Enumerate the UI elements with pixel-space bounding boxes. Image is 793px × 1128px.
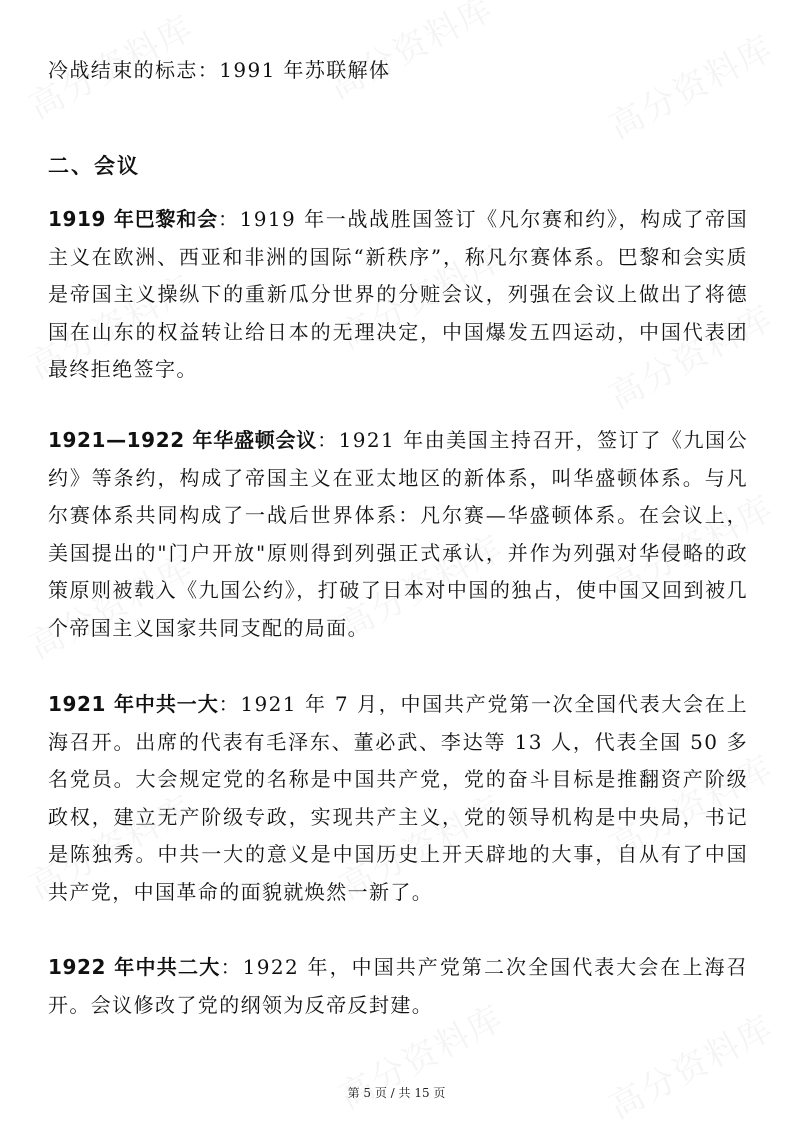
paragraph-title: 1922 年中共二大 bbox=[48, 955, 221, 979]
paragraph-washington-conference bbox=[48, 422, 748, 647]
intro-line: 冷战结束的标志：1991 年苏联解体 bbox=[48, 58, 391, 82]
paragraph-body: ：1922 年，中国共产党第二次全国代表大会在上海召开。会议修改了党的纲领为反帝反封建。 bbox=[48, 955, 748, 1017]
paragraph-body: ：1921 年 7 月，中国共产党第一次全国代表大会在上海召开。出席的代表有毛泽东、董必武、李达等 13 人，代表全国 50 多名党员。大会规定党的名称是中国共产党，党的奋斗目标是推翻资产阶级政权，建立无产阶级专政，实现共产主义，党的领导机构是中央局，书记是陈独秀。中共一大的意义是中国历史上开天辟地的大事，自从有了中国共产党，中国革命的面貌就焕然一新了。 bbox=[48, 692, 748, 904]
watermark bbox=[599, 21, 781, 149]
section-heading: 二、会议 bbox=[48, 154, 140, 178]
paragraph-title: 1921 年中共一大 bbox=[48, 692, 219, 716]
paragraph-body: ：1919 年一战战胜国签订《凡尔赛和约》，构成了帝国主义在欧洲、西亚和非洲的国际“新秩序”，称凡尔赛体系。巴黎和会实质是帝国主义操纵下的重新瓜分世界的分赃会议，列强在会议上做出了将德国在山东的权益转让给日本的无理决定，中国爆发五四运动，中国代表团最终拒绝签字。 bbox=[48, 207, 748, 381]
paragraph-title: 1919 年巴黎和会 bbox=[48, 207, 218, 231]
paragraph-first-congress bbox=[48, 686, 748, 911]
paragraph-second-congress bbox=[48, 949, 748, 1024]
paragraph-title: 1921—1922 年华盛顿会议 bbox=[48, 428, 318, 452]
page-number: 第 5 页 / 共 15 页 bbox=[347, 1086, 446, 1100]
paragraph-paris-conference bbox=[48, 201, 748, 389]
paragraph-body: ：1921 年由美国主持召开，签订了《九国公约》等条约，构成了帝国主义在亚太地区的新体系，叫华盛顿体系。与凡尔赛体系共同构成了一战后世界体系：凡尔赛—华盛顿体系。在会议上，美国提出的"门户开放"原则得到列强正式承认，并作为列强对华侵略的政策原则被载入《九国公约》，打破了日本对中国的独占，使中国又回到被几个帝国主义国家共同支配的局面。 bbox=[48, 428, 748, 640]
